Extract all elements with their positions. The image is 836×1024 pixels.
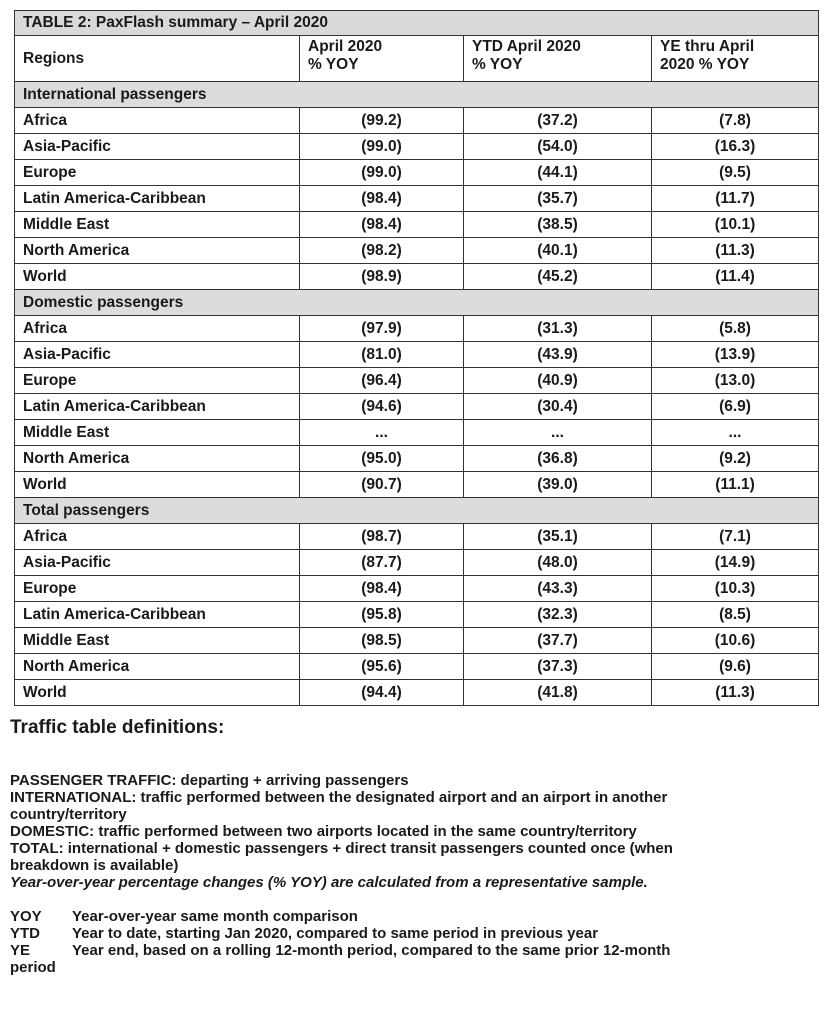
region-cell: North America <box>15 446 300 472</box>
ytd-yoy-cell: (54.0) <box>464 134 652 160</box>
region-cell: North America <box>15 238 300 264</box>
region-cell: Africa <box>15 108 300 134</box>
table-row <box>15 394 819 420</box>
ytd-yoy-cell: (39.0) <box>464 472 652 498</box>
abbreviation-continuation: period <box>10 959 56 976</box>
ytd-yoy-cell: (40.9) <box>464 368 652 394</box>
ye-yoy-cell: (11.4) <box>652 264 819 290</box>
april-yoy-cell: (99.2) <box>300 108 464 134</box>
ytd-yoy-cell: (32.3) <box>464 602 652 628</box>
april-yoy-cell: (98.4) <box>300 186 464 212</box>
table-row <box>15 576 819 602</box>
ytd-yoy-cell: (38.5) <box>464 212 652 238</box>
region-cell: Europe <box>15 576 300 602</box>
ye-yoy-cell: (16.3) <box>652 134 819 160</box>
ytd-yoy-cell: (43.9) <box>464 342 652 368</box>
definition-line: breakdown is available) <box>10 857 179 874</box>
definition-line: country/territory <box>10 806 127 823</box>
region-cell: Middle East <box>15 420 300 446</box>
ytd-yoy-cell: (40.1) <box>464 238 652 264</box>
region-cell: Asia-Pacific <box>15 342 300 368</box>
table-title-row <box>15 11 819 36</box>
ye-yoy-cell: (7.1) <box>652 524 819 550</box>
abbreviation-text: Year end, based on a rolling 12-month period, compared to the same prior 12-month <box>72 942 671 959</box>
ye-yoy-cell: (13.9) <box>652 342 819 368</box>
ytd-yoy-cell: (36.8) <box>464 446 652 472</box>
ytd-yoy-cell: (43.3) <box>464 576 652 602</box>
table-row <box>15 342 819 368</box>
ytd-yoy-cell: (35.7) <box>464 186 652 212</box>
definitions-block <box>10 717 820 976</box>
table-header-row <box>15 36 819 82</box>
region-cell: World <box>15 472 300 498</box>
ytd-yoy-cell: (45.2) <box>464 264 652 290</box>
table-row <box>15 420 819 446</box>
april-yoy-cell: (98.4) <box>300 212 464 238</box>
section-header-row <box>15 82 819 108</box>
april-yoy-cell: (81.0) <box>300 342 464 368</box>
ye-yoy-cell: (11.3) <box>652 238 819 264</box>
definition-line: DOMESTIC: traffic performed between two airports located in the same country/territory <box>10 823 637 840</box>
april-yoy-cell: (98.4) <box>300 576 464 602</box>
ye-yoy-cell: (11.3) <box>652 680 819 706</box>
ye-yoy-cell: (14.9) <box>652 550 819 576</box>
section-header-row <box>15 498 819 524</box>
ye-yoy-cell: (10.6) <box>652 628 819 654</box>
april-yoy-cell: (96.4) <box>300 368 464 394</box>
abbreviation-row <box>10 942 820 959</box>
table-row <box>15 628 819 654</box>
table-row <box>15 472 819 498</box>
april-yoy-cell: (94.4) <box>300 680 464 706</box>
ye-yoy-cell: ... <box>652 420 819 446</box>
april-yoy-cell: (95.6) <box>300 654 464 680</box>
abbreviation-key: YE <box>10 942 31 959</box>
region-cell: Middle East <box>15 212 300 238</box>
table-row <box>15 264 819 290</box>
ye-yoy-cell: (11.7) <box>652 186 819 212</box>
ytd-yoy-cell: (35.1) <box>464 524 652 550</box>
ye-yoy-cell: (7.8) <box>652 108 819 134</box>
ye-yoy-cell: (13.0) <box>652 368 819 394</box>
april-yoy-cell: (95.0) <box>300 446 464 472</box>
table-row <box>15 654 819 680</box>
abbreviation-key: YTD <box>10 925 40 942</box>
section-label: Total passengers <box>15 498 819 524</box>
table-row <box>15 134 819 160</box>
region-cell: Latin America-Caribbean <box>15 394 300 420</box>
region-cell: World <box>15 264 300 290</box>
ye-yoy-cell: (5.8) <box>652 316 819 342</box>
ye-yoy-cell: (9.6) <box>652 654 819 680</box>
april-yoy-cell: (95.8) <box>300 602 464 628</box>
ye-yoy-cell: (9.5) <box>652 160 819 186</box>
ytd-yoy-cell: (44.1) <box>464 160 652 186</box>
april-yoy-cell: (87.7) <box>300 550 464 576</box>
abbreviation-row <box>10 908 820 925</box>
section-label: Domestic passengers <box>15 290 819 316</box>
april-yoy-cell: (98.9) <box>300 264 464 290</box>
table-row <box>15 160 819 186</box>
ye-yoy-cell: (10.3) <box>652 576 819 602</box>
april-yoy-cell: (97.9) <box>300 316 464 342</box>
region-cell: Africa <box>15 316 300 342</box>
table-row <box>15 316 819 342</box>
abbreviation-row <box>10 925 820 942</box>
region-cell: Europe <box>15 160 300 186</box>
abbreviation-key: YOY <box>10 908 42 925</box>
table-row <box>15 368 819 394</box>
section-header-row <box>15 290 819 316</box>
region-cell: Asia-Pacific <box>15 550 300 576</box>
table-row <box>15 238 819 264</box>
region-cell: Latin America-Caribbean <box>15 186 300 212</box>
header-ytd-yoy-line2: % YOY <box>472 56 523 73</box>
definitions-heading: Traffic table definitions: <box>10 717 225 738</box>
header-april-yoy-line2: % YOY <box>308 56 359 73</box>
section-label: International passengers <box>15 82 819 108</box>
header-ye-yoy <box>652 36 819 82</box>
ye-yoy-cell: (6.9) <box>652 394 819 420</box>
region-cell: Middle East <box>15 628 300 654</box>
table-row <box>15 550 819 576</box>
april-yoy-cell: (98.5) <box>300 628 464 654</box>
region-cell: Latin America-Caribbean <box>15 602 300 628</box>
ytd-yoy-cell: (31.3) <box>464 316 652 342</box>
ye-yoy-cell: (10.1) <box>652 212 819 238</box>
abbreviations-list <box>10 908 820 976</box>
april-yoy-cell: (90.7) <box>300 472 464 498</box>
april-yoy-cell: (99.0) <box>300 160 464 186</box>
region-cell: Africa <box>15 524 300 550</box>
ytd-yoy-cell: (41.8) <box>464 680 652 706</box>
definition-line: TOTAL: international + domestic passengers + direct transit passengers counted once (when <box>10 840 673 857</box>
header-ye-yoy-line1: YE thru April <box>660 38 755 55</box>
header-regions: Regions <box>15 36 300 82</box>
abbreviation-text: Year-over-year same month comparison <box>72 908 358 925</box>
header-ytd-yoy <box>464 36 652 82</box>
header-ye-yoy-line2: 2020 % YOY <box>660 56 750 73</box>
ytd-yoy-cell: ... <box>464 420 652 446</box>
april-yoy-cell: (98.7) <box>300 524 464 550</box>
table-row <box>15 680 819 706</box>
table-row <box>15 212 819 238</box>
ye-yoy-cell: (8.5) <box>652 602 819 628</box>
ye-yoy-cell: (11.1) <box>652 472 819 498</box>
table-title: TABLE 2: PaxFlash summary – April 2020 <box>15 11 819 36</box>
ytd-yoy-cell: (37.3) <box>464 654 652 680</box>
table-row <box>15 602 819 628</box>
april-yoy-cell: (98.2) <box>300 238 464 264</box>
region-cell: Asia-Pacific <box>15 134 300 160</box>
region-cell: North America <box>15 654 300 680</box>
definition-line: INTERNATIONAL: traffic performed between the designated airport and an airport in another <box>10 789 668 806</box>
ye-yoy-cell: (9.2) <box>652 446 819 472</box>
april-yoy-cell: (94.6) <box>300 394 464 420</box>
ytd-yoy-cell: (37.2) <box>464 108 652 134</box>
april-yoy-cell: ... <box>300 420 464 446</box>
region-cell: World <box>15 680 300 706</box>
table-row <box>15 108 819 134</box>
table-row <box>15 446 819 472</box>
table-row <box>15 524 819 550</box>
paxflash-summary-table <box>14 10 819 706</box>
april-yoy-cell: (99.0) <box>300 134 464 160</box>
header-april-yoy-line1: April 2020 <box>308 38 383 55</box>
header-ytd-yoy-line1: YTD April 2020 <box>472 38 581 55</box>
definitions-lines <box>10 772 820 891</box>
yoy-sample-note: Year-over-year percentage changes (% YOY) are calculated from a representative sample. <box>10 874 648 891</box>
ytd-yoy-cell: (30.4) <box>464 394 652 420</box>
region-cell: Europe <box>15 368 300 394</box>
table-row <box>15 186 819 212</box>
ytd-yoy-cell: (37.7) <box>464 628 652 654</box>
definition-line: PASSENGER TRAFFIC: departing + arriving passengers <box>10 772 409 789</box>
abbreviation-text: Year to date, starting Jan 2020, compared to same period in previous year <box>72 925 599 942</box>
header-april-yoy <box>300 36 464 82</box>
ytd-yoy-cell: (48.0) <box>464 550 652 576</box>
